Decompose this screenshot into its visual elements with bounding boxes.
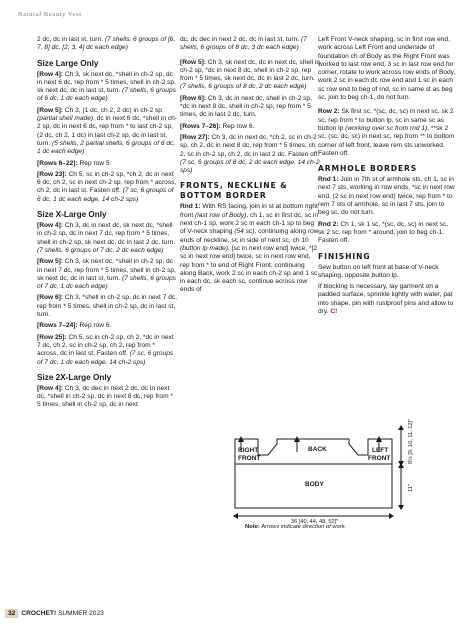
column-3	[318, 36, 456, 319]
height-label-upper: 8½ [9, 10, 11, 12]"	[408, 418, 414, 464]
instruction-row: [Row 5]: Ch 3, (1 dc, ch 2, 2 dc) in ch-2 sp (partial shell made), dc in next 6 dc, *shell in ch-2 sp, dc in next 6 dc, rep from * to last ch-2 sp, (2 dc, ch 2, 1 dc) in last ch-2 sp, dc in last st, turn. (5 shells, 2 partial shells, 6 groups of 6 dc, 1 dc each edge)	[37, 106, 178, 156]
column-1	[37, 36, 177, 413]
dim-tick	[233, 513, 238, 519]
paragraph: dc, dc dec in next 2 dc, dc in last st, turn. (7 shells, 6 groups of 8 dc, 3 dc each edge)	[180, 36, 307, 52]
size-heading-xlarge: Size X-Large Only	[37, 210, 107, 220]
size-heading-2xlarge: Size 2X-Large Only	[37, 372, 112, 382]
size-heading-large: Size Large Only	[37, 58, 99, 68]
section-heading-armhole: ARMHOLE BORDERS	[318, 164, 418, 174]
instruction-row: [Row 6]: Ch 3, *shell in ch-2 sp, dc in next 7 dc, rep from * 5 times, shell in ch-2 sp, dc in last st, turn.	[37, 294, 177, 319]
label-right-front: RIGHT	[238, 447, 259, 454]
magazine-name: CROCHET!	[21, 610, 57, 617]
instruction-row: [Row 5]: Ch 3, sk next dc, *shell in ch-2 sp, dc in next 7 dc, rep from * 5 times, shell in ch-2 sp, sk next dc, dc in last st, turn. (7 shells, 6 groups of 7 dc, 1 dc each edge)	[37, 258, 176, 291]
instruction-round: Rnd 2: Ch 1, sk 1 sc, *(sc, dc, sc) in next sc, sk 2 sc, rep from * around, join to beg ch-1. Fasten off.	[318, 220, 449, 245]
width-label: 36 [40, 44, 48, 52]"	[291, 519, 339, 524]
dim-tick	[389, 513, 394, 519]
instruction-row: [Row 23]: Ch 5, sc in ch-2 sp, *ch 2, dc in next 6 dc, ch 2, sc in next ch-2 sp, rep from * across, ch 2, dc in last st. Fasten off. (7 sc, 6 groups of 6 dc, 1 dc each edge, 14 ch-2 sps)	[37, 170, 177, 203]
instruction-row: Row 2: Sk first sc, *(sc, dc, sc) in next sc, sk 2 sc, rep from * to button lp, sc in same sc as button lp (working over sc from rnd 1), **sk 2 sc, (sc, dc, sc) in next sc, rep from ** to bottom corner of left front, leave rem sts unworked. Fasten off.	[318, 108, 455, 157]
instruction-row: [Rows 7–24]: Rep row 6.	[37, 322, 112, 330]
paragraph: If blocking is necessary, lay garment on a padded surface, sprinkle lightly with water, pat into shape, pin with rustproof pins and allow to dry. C!	[318, 283, 454, 316]
section-heading-finishing: FINISHING	[318, 251, 371, 261]
instruction-row: [Rows 6–22]: Rep row 5.	[37, 159, 112, 167]
instruction-row: [Row 6]: Ch 3, dc in next dc, shell in ch-2 sp, *dc in next 8 dc, shell in ch-2 sp, rep from * 5 times, dc in last 2 dc, turn.	[180, 94, 312, 119]
dim-tick	[398, 425, 404, 430]
running-header: Natural Beauty Vest	[18, 11, 82, 18]
label-left-front: FRONT	[368, 455, 391, 462]
issue-label: SUMMER 2023	[56, 610, 104, 617]
label-back: BACK	[308, 446, 327, 453]
end-mark: C!	[330, 308, 338, 316]
instruction-row: [Row 5]: Ch 3, sk next dc, dc in next dc, shell in ch-2 sp, *dc in next 8 dc, shell in ch-2 sp, rep from * 5 times, sk next dc, dc in last 2 dc, turn. (7 shells, 6 groups of 8 dc, 2 dc each edge)	[180, 58, 320, 91]
paragraph: 2 dc, dc in last st, turn. (7 shells, 6 groups of [6, 7, 8] dc, [2, 3, 4] dc each edge)	[37, 36, 176, 52]
instruction-row: [Rows 7–26]: Rep row 6.	[180, 122, 255, 130]
instruction-round: Rnd 1: Join in 7th st of armhole sts, ch 1, sc in next 7 sts, working in row ends, *sc in next row end, (2 sc in next row end) twice, rep from * to rem 7 sts of armhole, sc in last 7 sts, join to beg sc, do not turn.	[318, 176, 455, 217]
instruction-row: [Row 4]: Ch 3, dc in next dc, sk next dc, *shell in ch-2 sp, dc in next 7 dc, rep from * 5 times, shell in ch-2 sp, sk next dc, dc in last 2 dc, turn. (7 shells, 6 groups of 7 dc, 2 dc each edge)	[37, 222, 176, 254]
page-number: 32	[5, 609, 18, 618]
dim-tick	[398, 505, 404, 510]
schematic-note: Note: Arrows indicate direction of work.	[245, 524, 347, 530]
section-heading-fronts: FRONTS, NECKLINE & BOTTOM BORDER	[180, 181, 288, 201]
label-body: BODY	[305, 481, 324, 488]
instruction-row: [Row 4]: Ch 3, sk next dc, *shell in ch-2 sp, dc in next 6 dc, rep from * 5 times, shell in ch-2 sp, sk next dc, dc in last st, turn. (7 shells, 6 groups of 6 dc, 1 dc each edge)	[37, 70, 176, 103]
paragraph: Sew button on left front at base of V-neck shaping, opposite button lp.	[318, 263, 439, 279]
instruction-round: Rnd 1: With RS facing, join in st at bottom right front (last row of Body), ch 1, sc in first dc, sc in next ch-1 sp, work 2 sc in each ch-1 sp to beg of V-neck shaping (54 sc), continuing along row ends of neckline, sc in side of next sc, ch 10 (button lp made), [sc in next row end] twice, *[2 sc in next row end] twice, sc in next row end, rep from * to end of Right Front, continuing along Back, work 2 sc in each ch-2 sp and 1 sc in each dc, sk each sc, continue across row ends of	[180, 203, 319, 294]
label-left-front: LEFT	[372, 447, 389, 454]
paragraph: Left Front V-neck shaping, sc in first row end, work across Left Front and underside of foundation ch of Body as the Right Front was worked to last row end, 3 sc in last row end for corner, rotate to work across row ends of Body, work 2 sc in each dc row end and 1 sc in each sc row end to beg of rnd, sc in same st as beg sc, join to beg ch-1, do not turn.	[318, 36, 456, 102]
instruction-row: [Row 4]: Ch 3, dc dec in next 2 dc, dc in next dc, *shell in ch-2 sp, dc in next 8 dc, rep from * 5 times, shell in ch-2 sp, dc in next	[37, 384, 173, 409]
instruction-row: [Row 27]: Ch 3, dc in next dc, *ch 2, sc in ch-2 sp, ch 2, dc in next 8 dc, rep from * 5 times, ch 2, sc in ch-2 sp, ch 2, dc in last 2 dc. Fasten off. (7 sc, 6 groups of 8 dc, 2 dc each edge, 14 ch-2 sps)	[180, 133, 320, 175]
instruction-row: [Row 25]: Ch 5, sc in ch-2 sp, ch 2, *dc in next 7 dc, ch 2, sc in ch-2 sp, ch 2, rep from * across, dc in last st. Fasten off. (7 sc, 6 groups of 7 dc, 1 dc each edge, 14 ch-2 sps)	[37, 333, 174, 366]
height-label-body: 11"	[408, 484, 414, 492]
column-2	[180, 36, 320, 298]
garment-schematic	[225, 412, 425, 524]
dim-tick	[398, 463, 404, 468]
page-footer	[5, 609, 104, 618]
label-right-front: FRONT	[238, 455, 261, 462]
